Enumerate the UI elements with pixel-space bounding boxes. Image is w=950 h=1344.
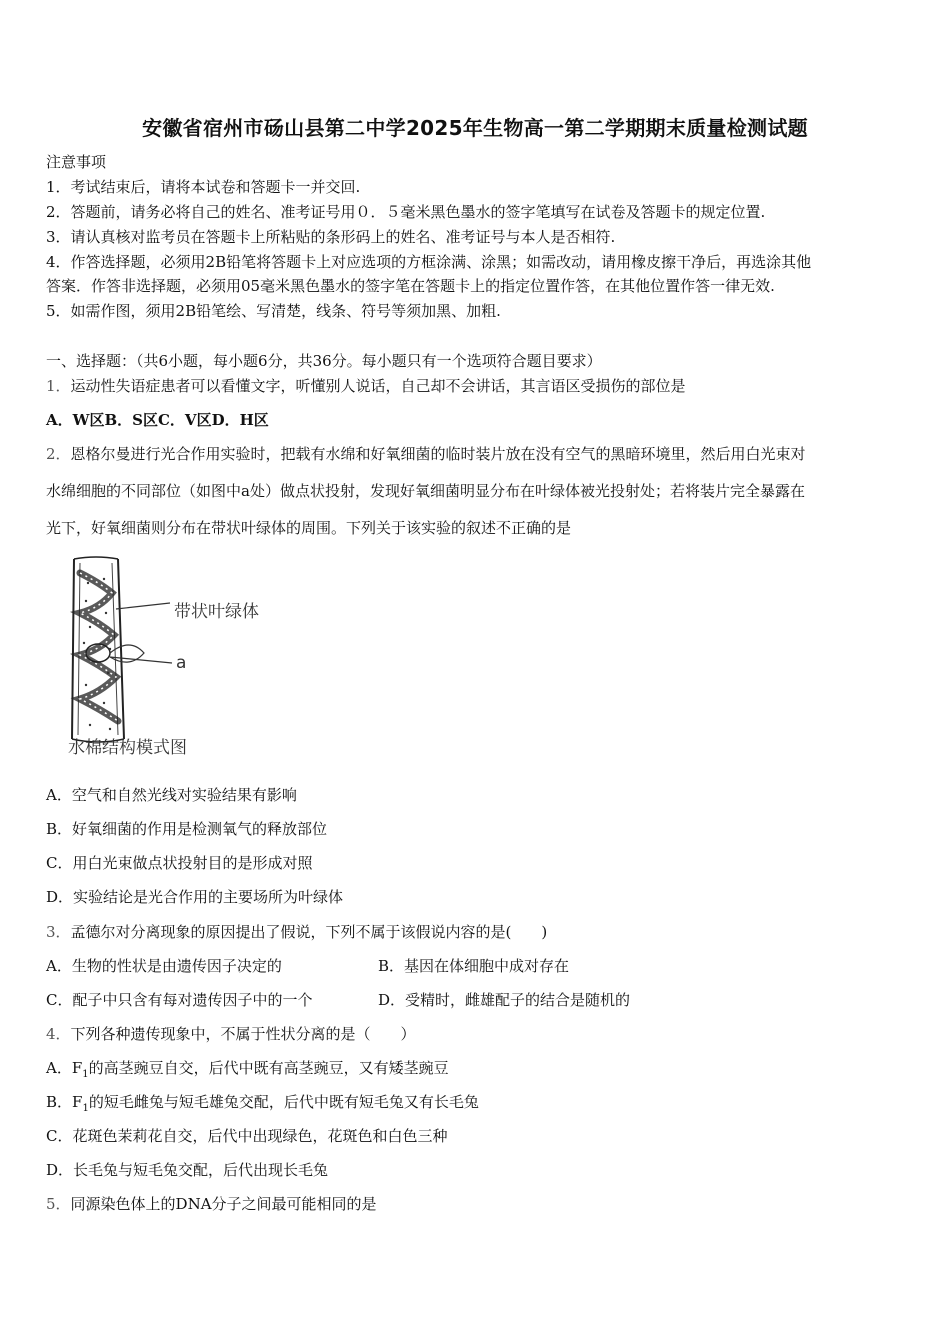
question-4-option-c: C．花斑色茉莉花自交，后代中出现绿色，花斑色和白色三种 [46, 1127, 448, 1145]
question-2-option-c: C．用白光束做点状投射目的是形成对照 [46, 854, 313, 872]
notice-heading: 注意事项 [46, 153, 107, 171]
question-2-stem [46, 444, 806, 464]
question-4-option-d: D．长毛兔与短毛兔交配，后代出现长毛兔 [46, 1161, 329, 1179]
page-title: 安徽省宿州市砀山县第二中学2025年生物高一第二学期期末质量检测试题 [142, 116, 808, 140]
question-text: 运动性失语症患者可以看懂文字，听懂别人说话，自己却不会讲话，其言语区受损伤的部位是 [70, 377, 686, 395]
spirogyra-diagram [60, 553, 290, 763]
question-2-option-d: D．实验结论是光合作用的主要场所为叶绿体 [46, 888, 344, 906]
question-3-option-a: A．生物的性状是由遗传因子决定的 [46, 957, 282, 975]
question-text: 下列各种遗传现象中，不属于性状分离的是（ ） [70, 1025, 416, 1043]
question-3-option-b: B．基因在体细胞中成对存在 [378, 957, 570, 975]
question-number: 3． [46, 923, 71, 941]
chloroplast-label: 带状叶绿体 [174, 602, 259, 622]
question-4-option-b: B．$F_1$的短毛雌兔与短毛雄兔交配，后代中既有短毛兔又有长毛兔 [46, 1093, 479, 1114]
question-text: 同源染色体上的DNA分子之间最可能相同的是 [70, 1195, 377, 1213]
question-1-options: A．W区B．S区C．V区D．H区 [46, 411, 269, 429]
question-4-stem [46, 1024, 416, 1044]
question-text: 孟德尔对分离现象的原因提出了假说，下列不属于该假说内容的是( ) [70, 923, 548, 941]
question-2-option-b: B．好氧细菌的作用是检测氧气的释放部位 [46, 820, 328, 838]
section-heading: 一、选择题：（共6小题，每小题6分，共36分。每小题只有一个选项符合题目要求） [46, 352, 602, 370]
figure-caption: 水棉结构模式图 [68, 738, 187, 758]
question-number: 1． [46, 377, 71, 395]
notice-item: 1．考试结束后，请将本试卷和答题卡一并交回. [46, 178, 361, 196]
question-number: 5． [46, 1195, 71, 1213]
point-a-label: a [176, 653, 187, 673]
question-2-stem-line: 光下，好氧细菌则分布在带状叶绿体的周围。下列关于该实验的叙述不正确的是 [46, 519, 572, 537]
notice-item: 4．作答选择题，必须用2B铅笔将答题卡上对应选项的方框涂满、涂黑；如需改动，请用橡皮擦干净后，再选涂其他 [46, 253, 812, 271]
question-3-option-d: D．受精时，雌雄配子的结合是随机的 [378, 991, 631, 1009]
question-3-stem [46, 922, 547, 942]
notice-item: 5．如需作图，须用2B铅笔绘、写清楚，线条、符号等须加黑、加粗. [46, 302, 501, 320]
question-3-options-row-2 [46, 990, 906, 1010]
spirogyra-figure [60, 553, 290, 763]
question-1-stem [46, 376, 686, 396]
notice-item: 3．请认真核对监考员在答题卡上所粘贴的条形码上的姓名、准考证号与本人是否相符. [46, 228, 616, 246]
question-4-option-a: A．$F_1$的高茎豌豆自交，后代中既有高茎豌豆，又有矮茎豌豆 [46, 1059, 449, 1080]
question-2-stem-line: 水绵细胞的不同部位（如图中a处）做点状投射，发现好氧细菌明显分布在叶绿体被光投射处；若将装片完全暴露在 [46, 482, 805, 500]
question-2-option-a: A．空气和自然光线对实验结果有影响 [46, 786, 297, 804]
question-5-stem [46, 1194, 377, 1214]
notice-item: 答案．作答非选择题，必须用05毫米黑色墨水的签字笔在答题卡上的指定位置作答，在其他位置作答一律无效. [46, 277, 775, 295]
question-3-option-c: C．配子中只含有每对遗传因子中的一个 [46, 991, 313, 1009]
question-number: 2． [46, 445, 71, 463]
question-number: 4． [46, 1025, 71, 1043]
notice-item: 2．答题前，请务必将自己的姓名、准考证号用０．５毫米黑色墨水的签字笔填写在试卷及答题卡的规定位置. [46, 203, 766, 221]
question-3-options-row-1 [46, 956, 906, 976]
question-text: 恩格尔曼进行光合作用实验时，把载有水绵和好氧细菌的临时装片放在没有空气的黑暗环境里，然后用白光束对 [70, 445, 806, 463]
